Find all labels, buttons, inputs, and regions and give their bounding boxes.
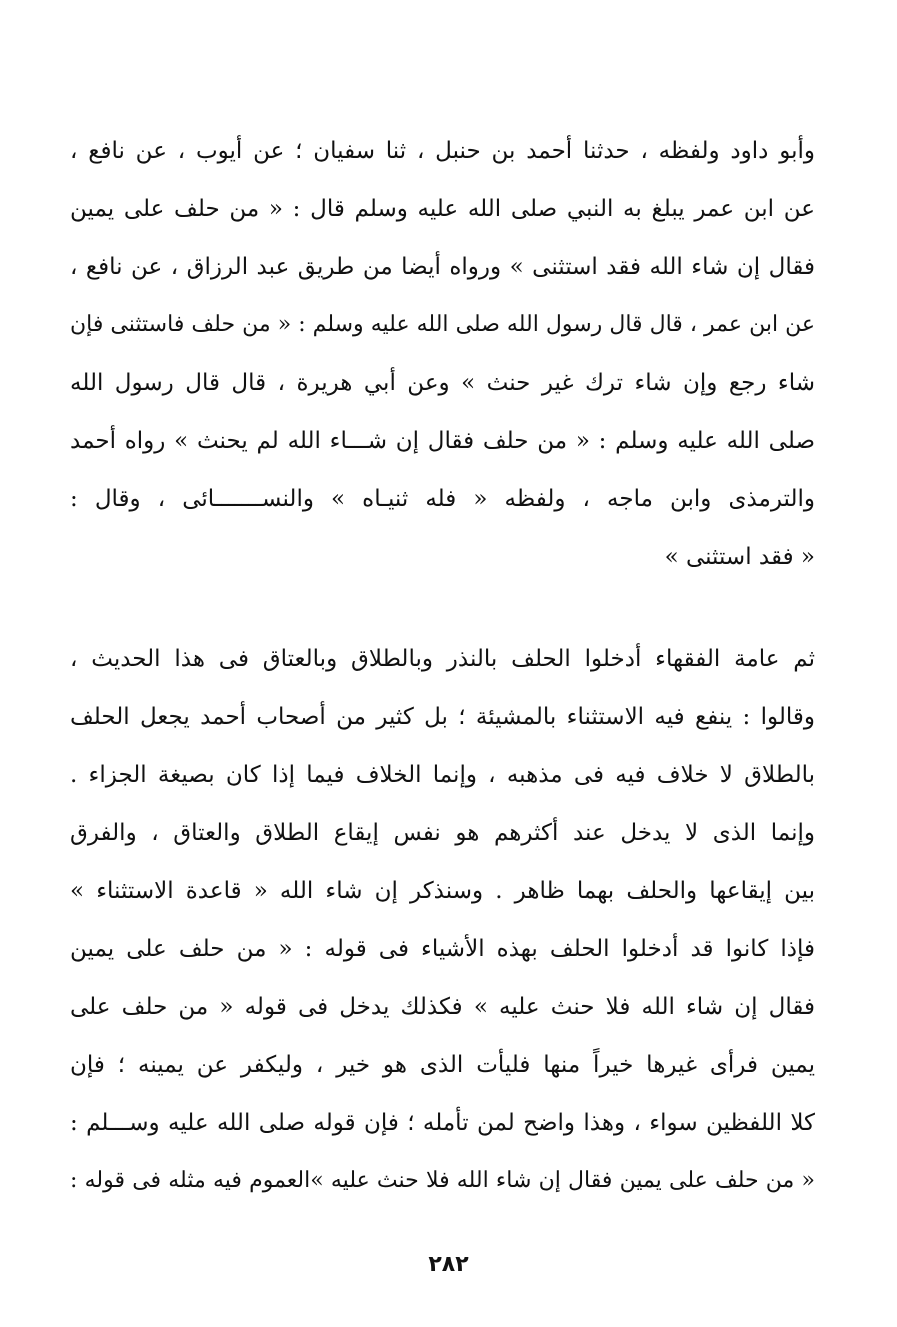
page-number: ٢٨٢ bbox=[428, 1252, 469, 1277]
text-line: فإذا كانوا قد أدخلوا الحلف بهذه الأشياء فى قوله : « من حلف على يمين bbox=[70, 936, 815, 962]
paragraph-hadith-narrations bbox=[70, 122, 815, 586]
text-line: وأبو داود ولفظه ، حدثنا أحمد بن حنبل ، ثنا سفيان ؛ عن أيوب ، عن نافع ، bbox=[70, 138, 815, 164]
text-line: صلى الله عليه وسلم : « من حلف فقال إن شـــاء الله لم يحنث » رواه أحمد bbox=[70, 428, 815, 454]
text-line: فقال إن شاء الله فقد استثنى » ورواه أيضا من طريق عبد الرزاق ، عن نافع ، bbox=[70, 254, 815, 280]
text-line: وإنما الذى لا يدخل عند أكثرهم هو نفس إيقاع الطلاق والعتاق ، والفرق bbox=[70, 820, 815, 846]
text-line: وقالوا : ينفع فيه الاستثناء بالمشيئة ؛ بل كثير من أصحاب أحمد يجعل الحلف bbox=[70, 704, 815, 730]
text-line: يمين فرأى غيرها خيراً منها فليأت الذى هو خير ، وليكفر عن يمينه ؛ فإن bbox=[70, 1052, 815, 1078]
text-line: عن ابن عمر ، قال قال رسول الله صلى الله عليه وسلم : « من حلف فاستثنى فإن bbox=[70, 312, 815, 337]
text-line: « فقد استثنى » bbox=[664, 544, 815, 570]
paragraph-jurists-opinion bbox=[70, 630, 815, 1210]
text-line: شاء رجع وإن شاء ترك غير حنث » وعن أبي هريرة ، قال قال رسول الله bbox=[70, 370, 815, 396]
text-line: بين إيقاعها والحلف بهما ظاهر . وسنذكر إن شاء الله « قاعدة الاستثناء » bbox=[70, 878, 815, 904]
text-line: عن ابن عمر يبلغ به النبي صلى الله عليه وسلم قال : « من حلف على يمين bbox=[70, 196, 815, 222]
text-line: ثم عامة الفقهاء أدخلوا الحلف بالنذر وبالطلاق وبالعتاق فى هذا الحديث ، bbox=[70, 646, 815, 672]
text-line: كلا اللفظين سواء ، وهذا واضح لمن تأمله ؛ فإن قوله صلى الله عليه وســـلم : bbox=[70, 1110, 815, 1136]
text-line: « من حلف على يمين فقال إن شاء الله فلا حنث عليه »العموم فيه مثله فى قوله : bbox=[70, 1168, 815, 1193]
text-line: بالطلاق لا خلاف فيه فى مذهبه ، وإنما الخلاف فيما إذا كان بصيغة الجزاء . bbox=[70, 762, 815, 788]
text-line: فقال إن شاء الله فلا حنث عليه » فكذلك يدخل فى قوله « من حلف على bbox=[70, 994, 815, 1020]
text-line: والترمذى وابن ماجه ، ولفظه « فله ثنيـاه » والنســـــــائى ، وقال : bbox=[70, 486, 815, 512]
